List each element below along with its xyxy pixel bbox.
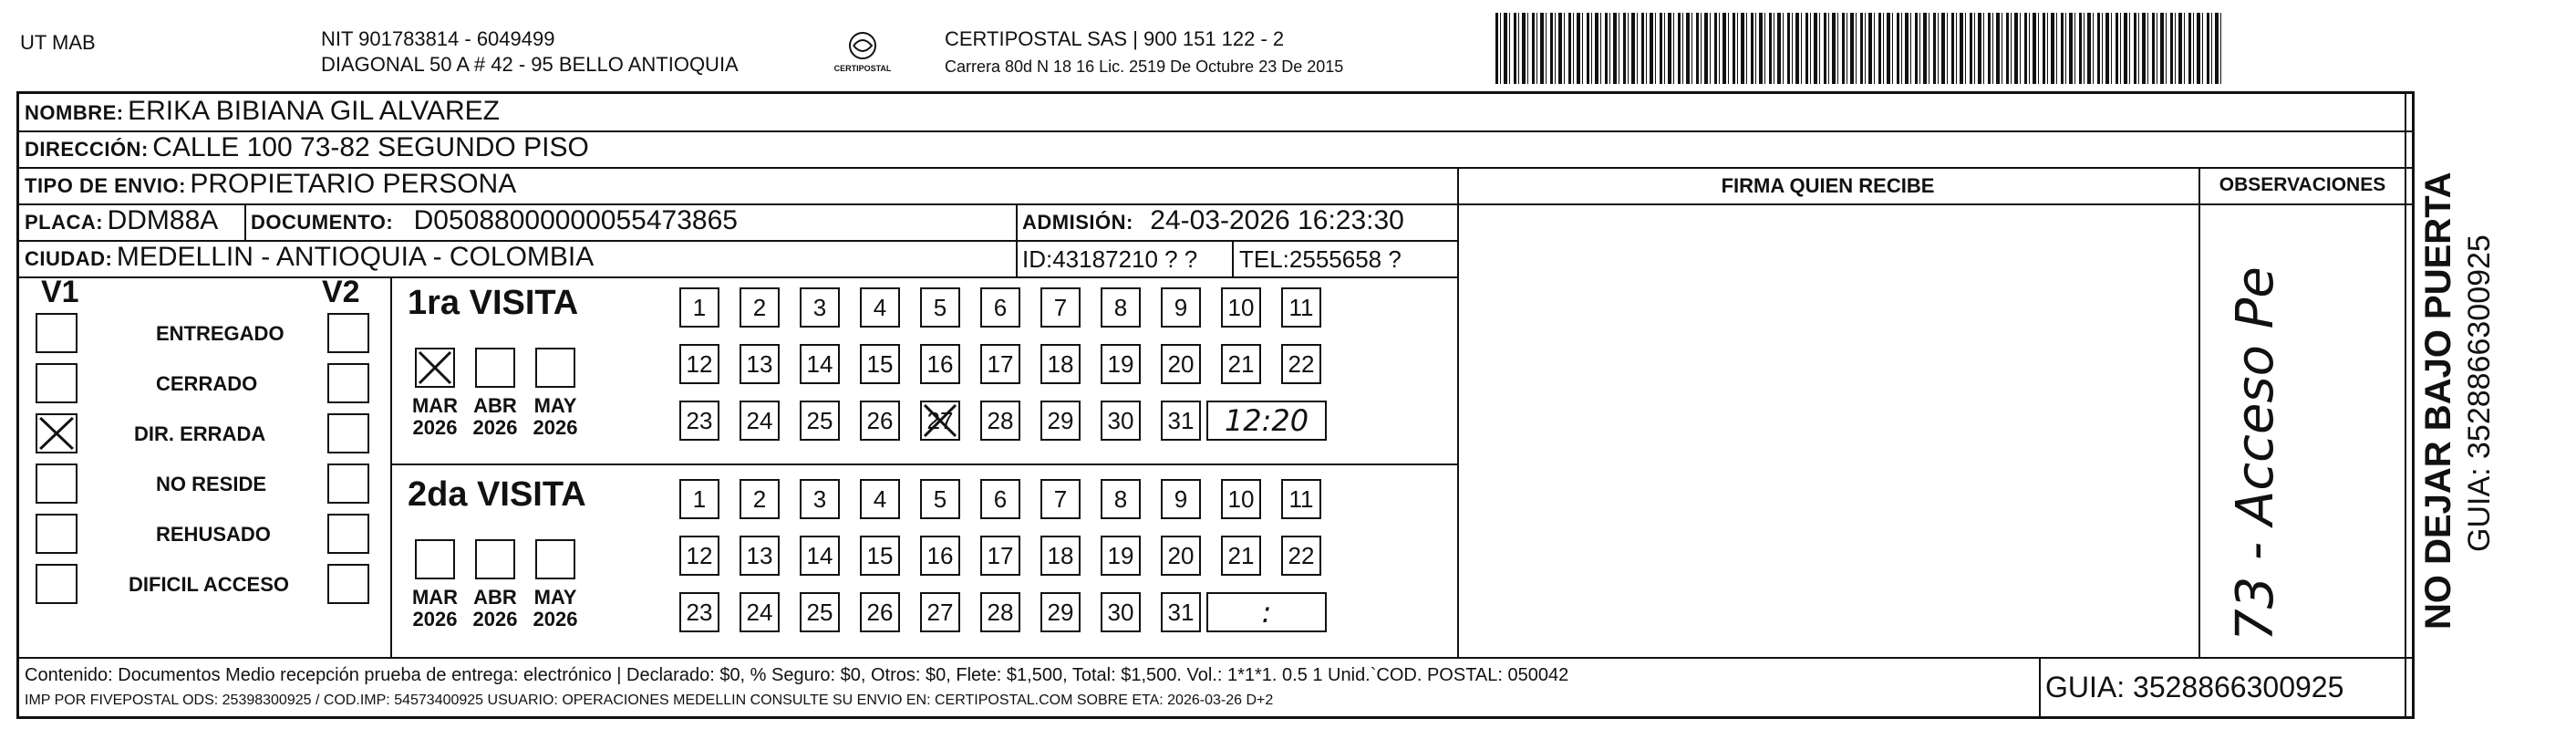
day-box[interactable]: [920, 401, 960, 441]
day-number: 23: [686, 598, 713, 626]
sender-address: DIAGONAL 50 A # 42 - 95 BELLO ANTIOQUIA: [321, 53, 739, 76]
day-number: 17: [987, 349, 1014, 378]
day-box[interactable]: [980, 344, 1020, 384]
day-number: 17: [987, 541, 1014, 569]
month-label: ABR 2026: [472, 586, 518, 630]
carrier-license: Carrera 80d N 18 16 Lic. 2519 De Octubre 23 De 2015: [945, 57, 1344, 76]
v2-checkbox[interactable]: [327, 363, 369, 403]
month-checkbox[interactable]: [475, 348, 515, 388]
day-number: 10: [1227, 293, 1255, 321]
day-box[interactable]: [1281, 479, 1321, 519]
day-box[interactable]: [860, 479, 900, 519]
day-box[interactable]: [1101, 479, 1141, 519]
status-option-label: NO RESIDE: [156, 473, 267, 495]
admission: 24-03-2026 16:23:30: [1150, 205, 1404, 235]
day-box[interactable]: [980, 401, 1020, 441]
day-box[interactable]: [800, 287, 840, 328]
day-box[interactable]: [980, 287, 1020, 328]
day-number: 31: [1167, 598, 1195, 626]
month-checkbox[interactable]: [475, 539, 515, 579]
status-option-label: ENTREGADO: [156, 322, 284, 345]
day-box[interactable]: [1101, 592, 1141, 632]
day-box[interactable]: [860, 401, 900, 441]
day-number: 21: [1227, 349, 1255, 378]
status-option-label: DIFICIL ACCESO: [129, 573, 290, 596]
day-box[interactable]: [1161, 536, 1201, 576]
v2-checkbox[interactable]: [327, 514, 369, 554]
time-box[interactable]: 12:20: [1206, 401, 1327, 441]
day-number: 13: [746, 349, 773, 378]
day-box[interactable]: [1101, 536, 1141, 576]
day-number: 12: [686, 349, 713, 378]
day-number: 14: [806, 349, 833, 378]
day-box[interactable]: [920, 536, 960, 576]
month-label: MAY 2026: [533, 394, 578, 439]
day-number: 28: [987, 406, 1014, 434]
day-number: 29: [1047, 598, 1074, 626]
day-box[interactable]: [920, 592, 960, 632]
delivery-card: [16, 91, 2415, 719]
day-box[interactable]: [920, 479, 960, 519]
day-number: 27: [926, 598, 954, 626]
no-dejar-bajo-puerta: NO DEJAR BAJO PUERTA: [2418, 172, 2458, 630]
day-number: 27: [926, 406, 954, 434]
recipient-id: ID:43187210 ? ?: [1022, 245, 1198, 273]
v2-checkbox[interactable]: [327, 564, 369, 604]
name-label: NOMBRE:: [25, 101, 124, 124]
month-label: MAY 2026: [533, 586, 578, 630]
day-box[interactable]: [740, 536, 780, 576]
footer-guia: GUIA: 3528866300925: [2045, 671, 2344, 703]
barcode: [1495, 13, 2225, 84]
day-number: 25: [806, 598, 833, 626]
day-box[interactable]: [800, 536, 840, 576]
day-number: 20: [1167, 541, 1195, 569]
day-box[interactable]: [740, 401, 780, 441]
day-box[interactable]: [740, 592, 780, 632]
day-number: 16: [926, 541, 954, 569]
day-number: 8: [1113, 293, 1128, 321]
day-number: 1: [692, 293, 707, 321]
day-box[interactable]: [1161, 592, 1201, 632]
day-number: 16: [926, 349, 954, 378]
day-box[interactable]: [800, 344, 840, 384]
visit1-title: 1ra VISITA: [408, 284, 579, 322]
day-box[interactable]: [1040, 536, 1081, 576]
footer-contents: Contenido: Documentos Medio recepción prueba de entrega: electrónico | Declarado: $0, % Seguro: $0, Otros: $0, Flete: $1,500, Total: $1,500. Vol.: 1*1*1. 0.5 1 Unid.`COD. POSTAL: 050042: [25, 665, 1569, 685]
observaciones-label: OBSERVACIONES: [2219, 174, 2386, 195]
day-number: 6: [993, 484, 1008, 513]
day-number: 9: [1174, 484, 1188, 513]
day-box[interactable]: [1161, 287, 1201, 328]
day-number: 10: [1227, 484, 1255, 513]
day-box[interactable]: [679, 344, 719, 384]
day-number: 2: [752, 293, 767, 321]
day-number: 12: [686, 541, 713, 569]
day-box[interactable]: [679, 592, 719, 632]
carrier-name: CERTIPOSTAL SAS | 900 151 122 - 2: [945, 27, 1285, 50]
status-option-label: DIR. ERRADA: [134, 422, 266, 445]
day-number: 30: [1107, 598, 1134, 626]
month-checkbox[interactable]: [415, 539, 455, 579]
status-option-label: REHUSADO: [156, 523, 271, 546]
company-code: UT MAB: [20, 31, 96, 54]
shipping-type-label: TIPO DE ENVIO:: [25, 174, 186, 197]
day-number: 11: [1288, 293, 1314, 321]
day-box[interactable]: [1221, 287, 1261, 328]
day-box[interactable]: [1281, 536, 1321, 576]
day-number: 26: [866, 406, 894, 434]
firma-label: FIRMA QUIEN RECIBE: [1721, 174, 1935, 197]
v1-checkbox[interactable]: [36, 564, 78, 604]
day-number: 5: [933, 293, 947, 321]
day-number: 4: [873, 293, 887, 321]
v1-checkbox[interactable]: [36, 413, 78, 453]
day-number: 8: [1113, 484, 1128, 513]
city: MEDELLIN - ANTIOQUIA - COLOMBIA: [116, 242, 595, 272]
day-number: 5: [933, 484, 947, 513]
day-number: 7: [1053, 293, 1068, 321]
day-box[interactable]: [800, 479, 840, 519]
plate-label: PLACA:: [25, 211, 104, 234]
v1-checkbox[interactable]: [36, 313, 78, 353]
nit: NIT 901783814 - 6049499: [321, 27, 555, 50]
footer-print-info: IMP POR FIVEPOSTAL ODS: 25398300925 / COD.IMP: 54573400925 USUARIO: OPERACIONES MEDELLIN CONSULTE SU ENVIO EN: CERTIPOSTAL.COM SOBRE ETA: 2026-03-26 D+2: [25, 693, 1274, 708]
day-box[interactable]: [860, 344, 900, 384]
recipient-address: CALLE 100 73-82 SEGUNDO PISO: [152, 132, 589, 162]
shipping-type: PROPIETARIO PERSONA: [190, 169, 517, 199]
v2-checkbox[interactable]: [327, 413, 369, 453]
day-box[interactable]: [1101, 344, 1141, 384]
day-number: 24: [746, 406, 773, 434]
day-number: 1: [692, 484, 707, 513]
day-box[interactable]: [740, 479, 780, 519]
document: D05088000000055473865: [413, 205, 738, 235]
day-number: 18: [1047, 541, 1074, 569]
day-box[interactable]: [679, 536, 719, 576]
day-number: 23: [686, 406, 713, 434]
v1-checkbox[interactable]: [36, 363, 78, 403]
day-number: 28: [987, 598, 1014, 626]
day-box[interactable]: [1281, 344, 1321, 384]
day-box[interactable]: [1101, 401, 1141, 441]
day-box[interactable]: [1040, 479, 1081, 519]
month-label: ABR 2026: [472, 394, 518, 439]
day-box[interactable]: [679, 401, 719, 441]
day-number: 31: [1167, 406, 1195, 434]
day-number: 7: [1053, 484, 1068, 513]
day-box[interactable]: [1040, 401, 1081, 441]
day-number: 24: [746, 598, 773, 626]
v2-checkbox[interactable]: [327, 464, 369, 504]
day-box[interactable]: [679, 479, 719, 519]
day-box[interactable]: [679, 287, 719, 328]
logo-text: CERTIPOSTAL: [833, 64, 892, 73]
recipient-name: ERIKA BIBIANA GIL ALVAREZ: [128, 96, 501, 126]
plate: DDM88A: [107, 205, 219, 235]
day-number: 6: [993, 293, 1008, 321]
month-label: MAR 2026: [411, 586, 459, 630]
day-box[interactable]: [1161, 344, 1201, 384]
month-checkbox[interactable]: [415, 348, 455, 388]
day-number: 13: [746, 541, 773, 569]
day-box[interactable]: [800, 592, 840, 632]
v1-checkbox[interactable]: [36, 464, 78, 504]
day-number: 15: [866, 349, 894, 378]
day-box[interactable]: [740, 344, 780, 384]
day-box[interactable]: [980, 536, 1020, 576]
day-box[interactable]: [800, 401, 840, 441]
day-box[interactable]: [1040, 287, 1081, 328]
day-number: 4: [873, 484, 887, 513]
day-box[interactable]: [1221, 344, 1261, 384]
day-number: 21: [1227, 541, 1255, 569]
day-box[interactable]: [980, 592, 1020, 632]
v2-checkbox[interactable]: [327, 313, 369, 353]
month-label: MAR 2026: [411, 394, 459, 439]
day-number: 30: [1107, 406, 1134, 434]
admission-label: ADMISIÓN:: [1022, 211, 1133, 234]
day-number: 19: [1107, 541, 1134, 569]
day-box[interactable]: [740, 287, 780, 328]
address-label: DIRECCIÓN:: [25, 138, 149, 161]
document-label: DOCUMENTO:: [251, 211, 394, 234]
day-number: 25: [806, 406, 833, 434]
day-box[interactable]: [860, 536, 900, 576]
day-number: 18: [1047, 349, 1074, 378]
day-number: 2: [752, 484, 767, 513]
v1-checkbox[interactable]: [36, 514, 78, 554]
v1-label: V1: [41, 275, 79, 309]
side-guia: GUIA: 3528866300925: [2462, 234, 2497, 552]
day-box[interactable]: [1221, 536, 1261, 576]
day-box[interactable]: [1161, 401, 1201, 441]
day-number: 19: [1107, 349, 1134, 378]
day-number: 15: [866, 541, 894, 569]
day-number: 29: [1047, 406, 1074, 434]
day-box[interactable]: [1221, 479, 1261, 519]
month-checkbox[interactable]: [535, 348, 575, 388]
city-label: CIUDAD:: [25, 247, 113, 270]
visit2-title: 2da VISITA: [408, 475, 586, 514]
status-option-label: CERRADO: [156, 372, 258, 395]
day-box[interactable]: [1101, 287, 1141, 328]
day-number: 22: [1288, 541, 1315, 569]
recipient-tel: TEL:2555658 ?: [1239, 245, 1402, 273]
month-checkbox[interactable]: [535, 539, 575, 579]
day-box[interactable]: [1281, 287, 1321, 328]
day-box[interactable]: [980, 479, 1020, 519]
day-box[interactable]: [920, 287, 960, 328]
day-box[interactable]: [1040, 344, 1081, 384]
day-box[interactable]: [1161, 479, 1201, 519]
day-number: 3: [812, 293, 827, 321]
day-number: 22: [1288, 349, 1315, 378]
time-box[interactable]: :: [1206, 592, 1327, 632]
day-number: 3: [812, 484, 827, 513]
day-number: 14: [806, 541, 833, 569]
day-number: 11: [1288, 484, 1314, 513]
day-number: 9: [1174, 293, 1188, 321]
day-number: 26: [866, 598, 894, 626]
day-box[interactable]: [860, 592, 900, 632]
v2-label: V2: [322, 275, 360, 309]
certipostal-logo: [826, 27, 899, 82]
observation-handwritten: 73 - Acceso Pe: [2226, 266, 2285, 641]
day-box[interactable]: [860, 287, 900, 328]
day-box[interactable]: [920, 344, 960, 384]
day-number: 20: [1167, 349, 1195, 378]
day-box[interactable]: [1040, 592, 1081, 632]
